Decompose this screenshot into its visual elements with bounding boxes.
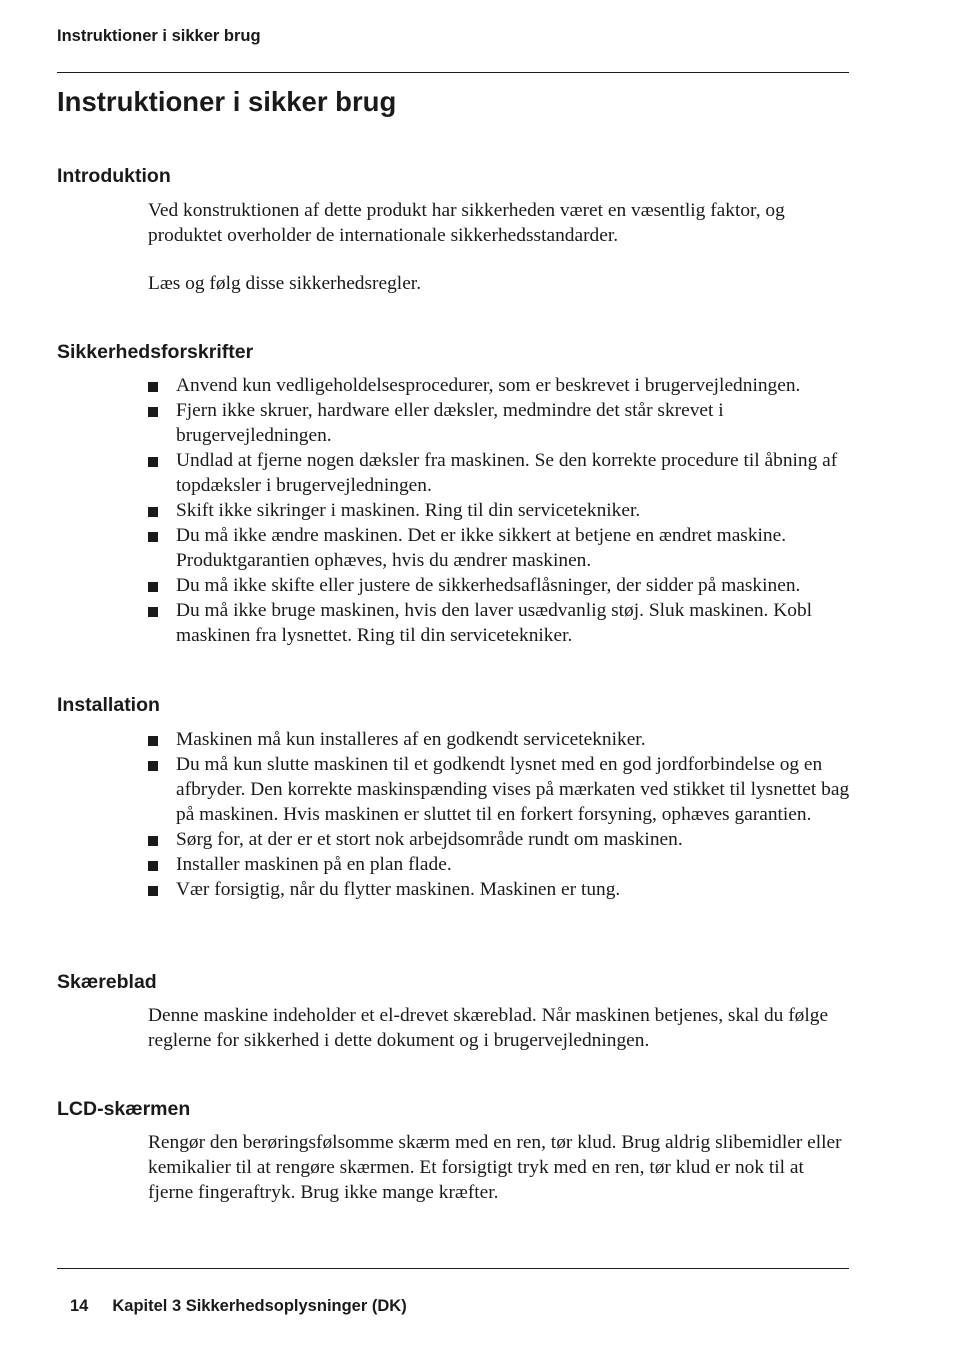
list-item-text: Maskinen må kun installeres af en godkendt servicetekniker.: [176, 729, 646, 750]
list-item: [148, 752, 853, 827]
list-item-text: Sørg for, at der er et stort nok arbejdsområde rundt om maskinen.: [176, 829, 683, 850]
list-item: [148, 398, 853, 448]
heading-introduktion: Introduktion: [57, 165, 171, 187]
heading-skaereblad: Skæreblad: [57, 971, 157, 993]
header-rule: [57, 72, 849, 73]
list-item-text: Du må ikke ændre maskinen. Det er ikke sikkert at betjene en ændret maskine. Produktgarantien ophæves, hvis du ændrer maskinen.: [176, 525, 787, 571]
list-item-text: Anvend kun vedligeholdelsesprocedurer, som er beskrevet i brugervejledningen.: [176, 375, 801, 396]
list-item: [148, 573, 853, 598]
list-item-text: Du må kun slutte maskinen til et godkendt lysnet med en god jordforbindelse og en afbryder. Den korrekte maskinspænding vises på mærkaten ved stikket til lysnettet bag på maskinen. Hvis maskinen er sluttet til en forkert forsyning, ophæves garantien.: [176, 754, 850, 825]
installation-list: [148, 727, 853, 902]
intro-paragraph-1: Ved konstruktionen af dette produkt har sikkerheden været en væsentlig faktor, og produktet overholder de internationale sikkerhedsstandarder.: [148, 200, 785, 246]
running-header: Instruktioner i sikker brug: [57, 27, 261, 45]
footer-rule: [57, 1268, 849, 1269]
bullet-square-icon: [148, 457, 158, 467]
bullet-square-icon: [148, 382, 158, 392]
bullet-square-icon: [148, 861, 158, 871]
heading-lcd: LCD-skærmen: [57, 1098, 191, 1120]
list-item: [148, 523, 853, 573]
list-item: [148, 448, 853, 498]
bullet-square-icon: [148, 886, 158, 896]
list-item: [148, 852, 853, 877]
lcd-paragraph: Rengør den berøringsfølsomme skærm med en ren, tør klud. Brug aldrig slibemidler eller kemikalier til at rengøre skærmen. Et forsigtigt tryk med en ren, tør klud er nok til at fjerne fingeraftryk. Brug ikke mange kræfter.: [148, 1132, 842, 1203]
intro-paragraph-2: Læs og følg disse sikkerhedsregler.: [148, 273, 422, 294]
skaereblad-paragraph: Denne maskine indeholder et el-drevet skæreblad. Når maskinen betjenes, skal du følge reglerne for sikkerhed i dette dokument og i brugervejledningen.: [148, 1005, 829, 1051]
bullet-square-icon: [148, 582, 158, 592]
bullet-square-icon: [148, 607, 158, 617]
list-item: [148, 598, 853, 648]
bullet-square-icon: [148, 507, 158, 517]
list-item-text: Vær forsigtig, når du flytter maskinen. Maskinen er tung.: [176, 879, 621, 900]
bullet-square-icon: [148, 836, 158, 846]
bullet-square-icon: [148, 736, 158, 746]
page-number: 14: [70, 1297, 89, 1315]
list-item: [148, 498, 853, 523]
list-item: [148, 373, 853, 398]
page-title: Instruktioner i sikker brug: [57, 86, 397, 117]
list-item: [148, 877, 853, 902]
list-item: [148, 827, 853, 852]
safety-rules-list: [148, 373, 853, 648]
heading-installation: Installation: [57, 694, 160, 716]
chapter-title: Kapitel 3 Sikkerhedsoplysninger (DK): [112, 1297, 407, 1315]
heading-sikkerhedsforskrifter: Sikkerhedsforskrifter: [57, 341, 254, 363]
list-item-text: Installer maskinen på en plan flade.: [176, 854, 452, 875]
bullet-square-icon: [148, 761, 158, 771]
page-footer: [70, 1297, 407, 1316]
bullet-square-icon: [148, 532, 158, 542]
list-item-text: Du må ikke bruge maskinen, hvis den laver usædvanlig støj. Sluk maskinen. Kobl maskinen fra lysnettet. Ring til din servicetekniker.: [176, 600, 813, 646]
list-item-text: Undlad at fjerne nogen dæksler fra maskinen. Se den korrekte procedure til åbning af topdæksler i brugervejledningen.: [176, 450, 838, 496]
bullet-square-icon: [148, 407, 158, 417]
list-item-text: Skift ikke sikringer i maskinen. Ring til din servicetekniker.: [176, 500, 641, 521]
list-item-text: Fjern ikke skruer, hardware eller dæksler, medmindre det står skrevet i brugervejledningen.: [176, 400, 724, 446]
list-item: [148, 727, 853, 752]
list-item-text: Du må ikke skifte eller justere de sikkerhedsaflåsninger, der sidder på maskinen.: [176, 575, 801, 596]
